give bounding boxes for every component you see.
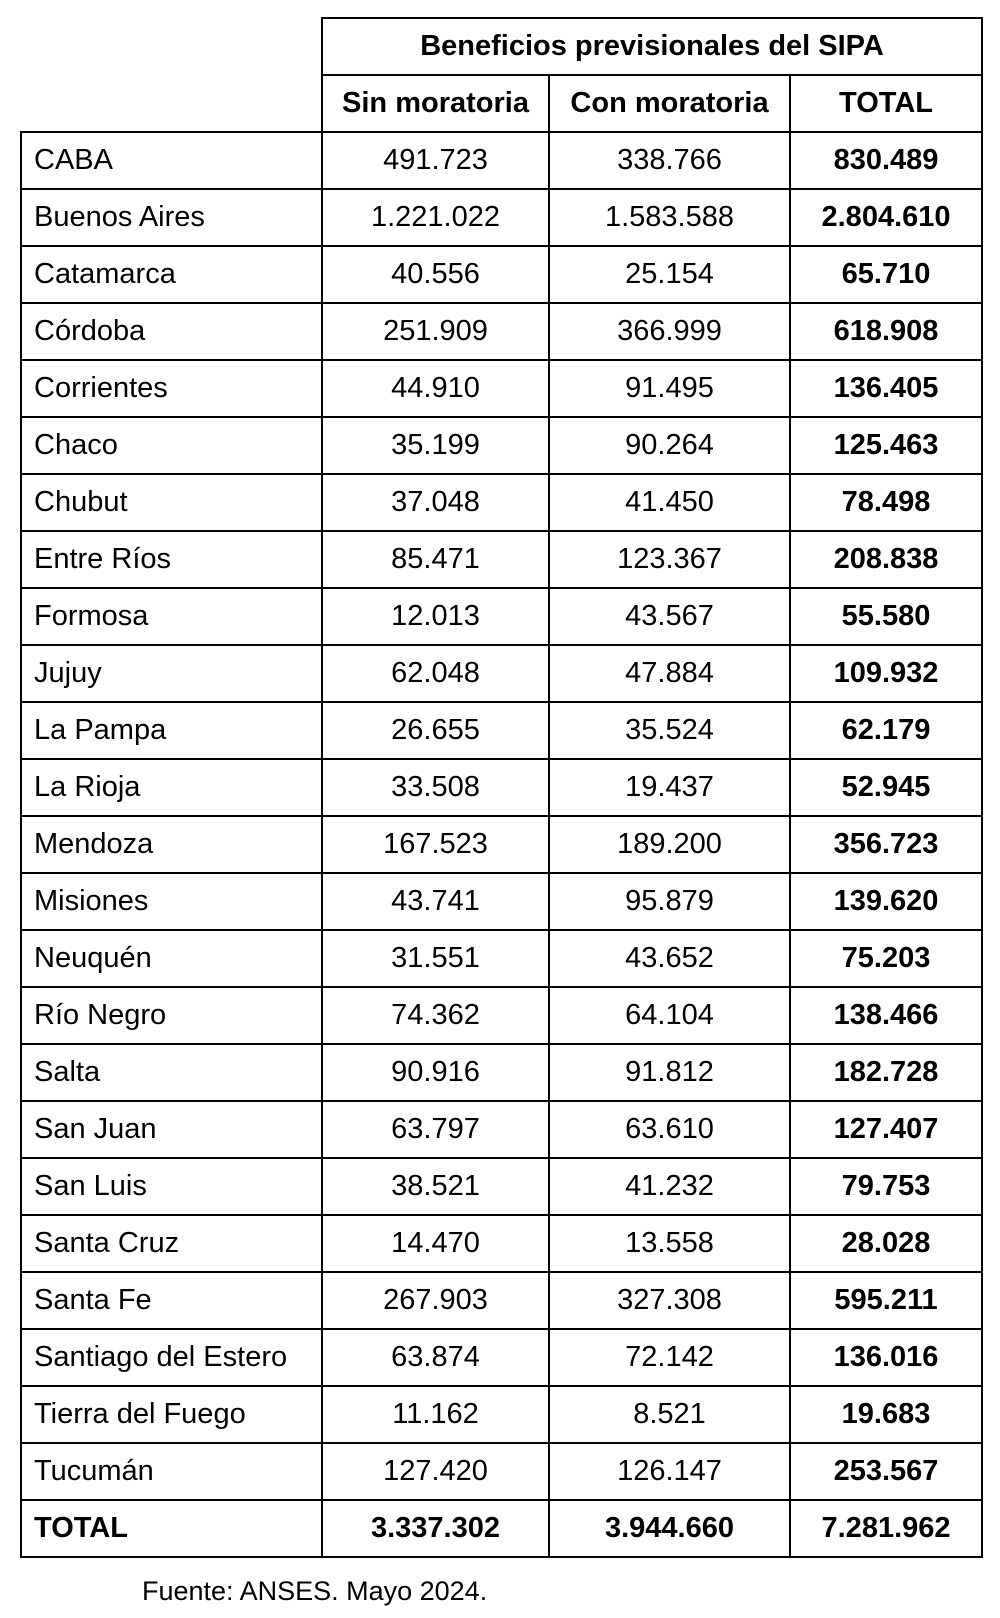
con-moratoria-cell: 189.200	[549, 816, 790, 873]
con-moratoria-cell: 64.104	[549, 987, 790, 1044]
table-row	[21, 474, 982, 531]
table-row	[21, 1158, 982, 1215]
total-cell: 109.932	[790, 645, 982, 702]
sin-moratoria-cell: 167.523	[322, 816, 549, 873]
sin-moratoria-cell: 43.741	[322, 873, 549, 930]
table-row	[21, 987, 982, 1044]
con-moratoria-cell: 25.154	[549, 246, 790, 303]
con-moratoria-cell: 366.999	[549, 303, 790, 360]
total-cell: 65.710	[790, 246, 982, 303]
con-moratoria-cell: 91.812	[549, 1044, 790, 1101]
con-moratoria-cell: 72.142	[549, 1329, 790, 1386]
sin-moratoria-cell: 35.199	[322, 417, 549, 474]
table-row	[21, 303, 982, 360]
province-cell: La Pampa	[21, 702, 322, 759]
province-cell: Jujuy	[21, 645, 322, 702]
province-cell: Formosa	[21, 588, 322, 645]
col-header-con-moratoria: Con moratoria	[549, 75, 790, 132]
col-header-total: TOTAL	[790, 75, 982, 132]
sin-moratoria-cell: 62.048	[322, 645, 549, 702]
con-moratoria-cell: 8.521	[549, 1386, 790, 1443]
total-cell: 136.016	[790, 1329, 982, 1386]
table-row	[21, 417, 982, 474]
con-moratoria-cell: 13.558	[549, 1215, 790, 1272]
total-cell: 78.498	[790, 474, 982, 531]
con-moratoria-cell: 47.884	[549, 645, 790, 702]
sin-moratoria-cell: 31.551	[322, 930, 549, 987]
sin-moratoria-cell: 37.048	[322, 474, 549, 531]
total-cell: 830.489	[790, 132, 982, 189]
table-row	[21, 1386, 982, 1443]
province-cell: Corrientes	[21, 360, 322, 417]
con-moratoria-cell: 63.610	[549, 1101, 790, 1158]
sin-moratoria-cell: 11.162	[322, 1386, 549, 1443]
sin-moratoria-cell: 38.521	[322, 1158, 549, 1215]
table-row	[21, 1329, 982, 1386]
total-cell: 28.028	[790, 1215, 982, 1272]
province-cell: Tucumán	[21, 1443, 322, 1500]
sin-moratoria-cell: 74.362	[322, 987, 549, 1044]
total-cell: 182.728	[790, 1044, 982, 1101]
sin-moratoria-cell: 63.874	[322, 1329, 549, 1386]
province-cell: Misiones	[21, 873, 322, 930]
con-moratoria-cell: 41.450	[549, 474, 790, 531]
table-row	[21, 645, 982, 702]
source-note: Fuente: ANSES. Mayo 2024.	[142, 1576, 488, 1606]
group-header: Beneficios previsionales del SIPA	[322, 18, 982, 75]
sin-moratoria-cell: 85.471	[322, 531, 549, 588]
province-cell: Buenos Aires	[21, 189, 322, 246]
col-header-sin-moratoria: Sin moratoria	[322, 75, 549, 132]
con-moratoria-cell: 327.308	[549, 1272, 790, 1329]
con-moratoria-cell: 43.567	[549, 588, 790, 645]
con-moratoria-cell: 19.437	[549, 759, 790, 816]
province-cell: Neuquén	[21, 930, 322, 987]
con-moratoria-cell: 90.264	[549, 417, 790, 474]
total-cell: 52.945	[790, 759, 982, 816]
total-cell: 127.407	[790, 1101, 982, 1158]
con-moratoria-cell: 95.879	[549, 873, 790, 930]
totals-con-moratoria: 3.944.660	[549, 1500, 790, 1557]
province-cell: Chaco	[21, 417, 322, 474]
table-row	[21, 246, 982, 303]
sin-moratoria-cell: 251.909	[322, 303, 549, 360]
table-row	[21, 816, 982, 873]
total-cell: 62.179	[790, 702, 982, 759]
total-cell: 618.908	[790, 303, 982, 360]
total-cell: 136.405	[790, 360, 982, 417]
table-row	[21, 189, 982, 246]
total-cell: 595.211	[790, 1272, 982, 1329]
province-cell: Tierra del Fuego	[21, 1386, 322, 1443]
table-row	[21, 930, 982, 987]
province-cell: Río Negro	[21, 987, 322, 1044]
province-cell: Salta	[21, 1044, 322, 1101]
sin-moratoria-cell: 1.221.022	[322, 189, 549, 246]
sipa-benefits-table	[20, 17, 983, 1558]
table-row	[21, 702, 982, 759]
totals-row	[21, 1500, 982, 1557]
total-cell: 19.683	[790, 1386, 982, 1443]
province-cell: CABA	[21, 132, 322, 189]
province-cell: San Juan	[21, 1101, 322, 1158]
total-cell: 356.723	[790, 816, 982, 873]
province-cell: Chubut	[21, 474, 322, 531]
province-cell: Catamarca	[21, 246, 322, 303]
total-cell: 55.580	[790, 588, 982, 645]
total-cell: 75.203	[790, 930, 982, 987]
table-row	[21, 360, 982, 417]
table-row	[21, 531, 982, 588]
province-cell: Entre Ríos	[21, 531, 322, 588]
table-row	[21, 1215, 982, 1272]
province-cell: Córdoba	[21, 303, 322, 360]
sin-moratoria-cell: 267.903	[322, 1272, 549, 1329]
total-cell: 138.466	[790, 987, 982, 1044]
con-moratoria-cell: 1.583.588	[549, 189, 790, 246]
province-cell: La Rioja	[21, 759, 322, 816]
province-cell: San Luis	[21, 1158, 322, 1215]
total-cell: 79.753	[790, 1158, 982, 1215]
province-cell: Santa Fe	[21, 1272, 322, 1329]
table-row	[21, 1044, 982, 1101]
sin-moratoria-cell: 44.910	[322, 360, 549, 417]
province-cell: Santiago del Estero	[21, 1329, 322, 1386]
con-moratoria-cell: 126.147	[549, 1443, 790, 1500]
sin-moratoria-cell: 14.470	[322, 1215, 549, 1272]
total-cell: 139.620	[790, 873, 982, 930]
column-header-row	[21, 75, 982, 132]
table-row	[21, 1272, 982, 1329]
sin-moratoria-cell: 12.013	[322, 588, 549, 645]
province-cell: Santa Cruz	[21, 1215, 322, 1272]
total-cell: 2.804.610	[790, 189, 982, 246]
corner-blank-cell	[21, 75, 322, 132]
con-moratoria-cell: 43.652	[549, 930, 790, 987]
province-cell: Mendoza	[21, 816, 322, 873]
con-moratoria-cell: 123.367	[549, 531, 790, 588]
con-moratoria-cell: 41.232	[549, 1158, 790, 1215]
total-cell: 253.567	[790, 1443, 982, 1500]
total-cell: 125.463	[790, 417, 982, 474]
table-row	[21, 1443, 982, 1500]
con-moratoria-cell: 91.495	[549, 360, 790, 417]
group-header-row	[21, 18, 982, 75]
sin-moratoria-cell: 26.655	[322, 702, 549, 759]
totals-label: TOTAL	[21, 1500, 322, 1557]
sin-moratoria-cell: 40.556	[322, 246, 549, 303]
totals-sin-moratoria: 3.337.302	[322, 1500, 549, 1557]
sin-moratoria-cell: 63.797	[322, 1101, 549, 1158]
table-row	[21, 588, 982, 645]
totals-total: 7.281.962	[790, 1500, 982, 1557]
table-row	[21, 1101, 982, 1158]
total-cell: 208.838	[790, 531, 982, 588]
sin-moratoria-cell: 127.420	[322, 1443, 549, 1500]
table-row	[21, 132, 982, 189]
con-moratoria-cell: 35.524	[549, 702, 790, 759]
sin-moratoria-cell: 491.723	[322, 132, 549, 189]
corner-blank-cell	[21, 18, 322, 75]
table-body	[21, 132, 982, 1557]
table-row	[21, 873, 982, 930]
sin-moratoria-cell: 90.916	[322, 1044, 549, 1101]
table-row	[21, 759, 982, 816]
con-moratoria-cell: 338.766	[549, 132, 790, 189]
sin-moratoria-cell: 33.508	[322, 759, 549, 816]
